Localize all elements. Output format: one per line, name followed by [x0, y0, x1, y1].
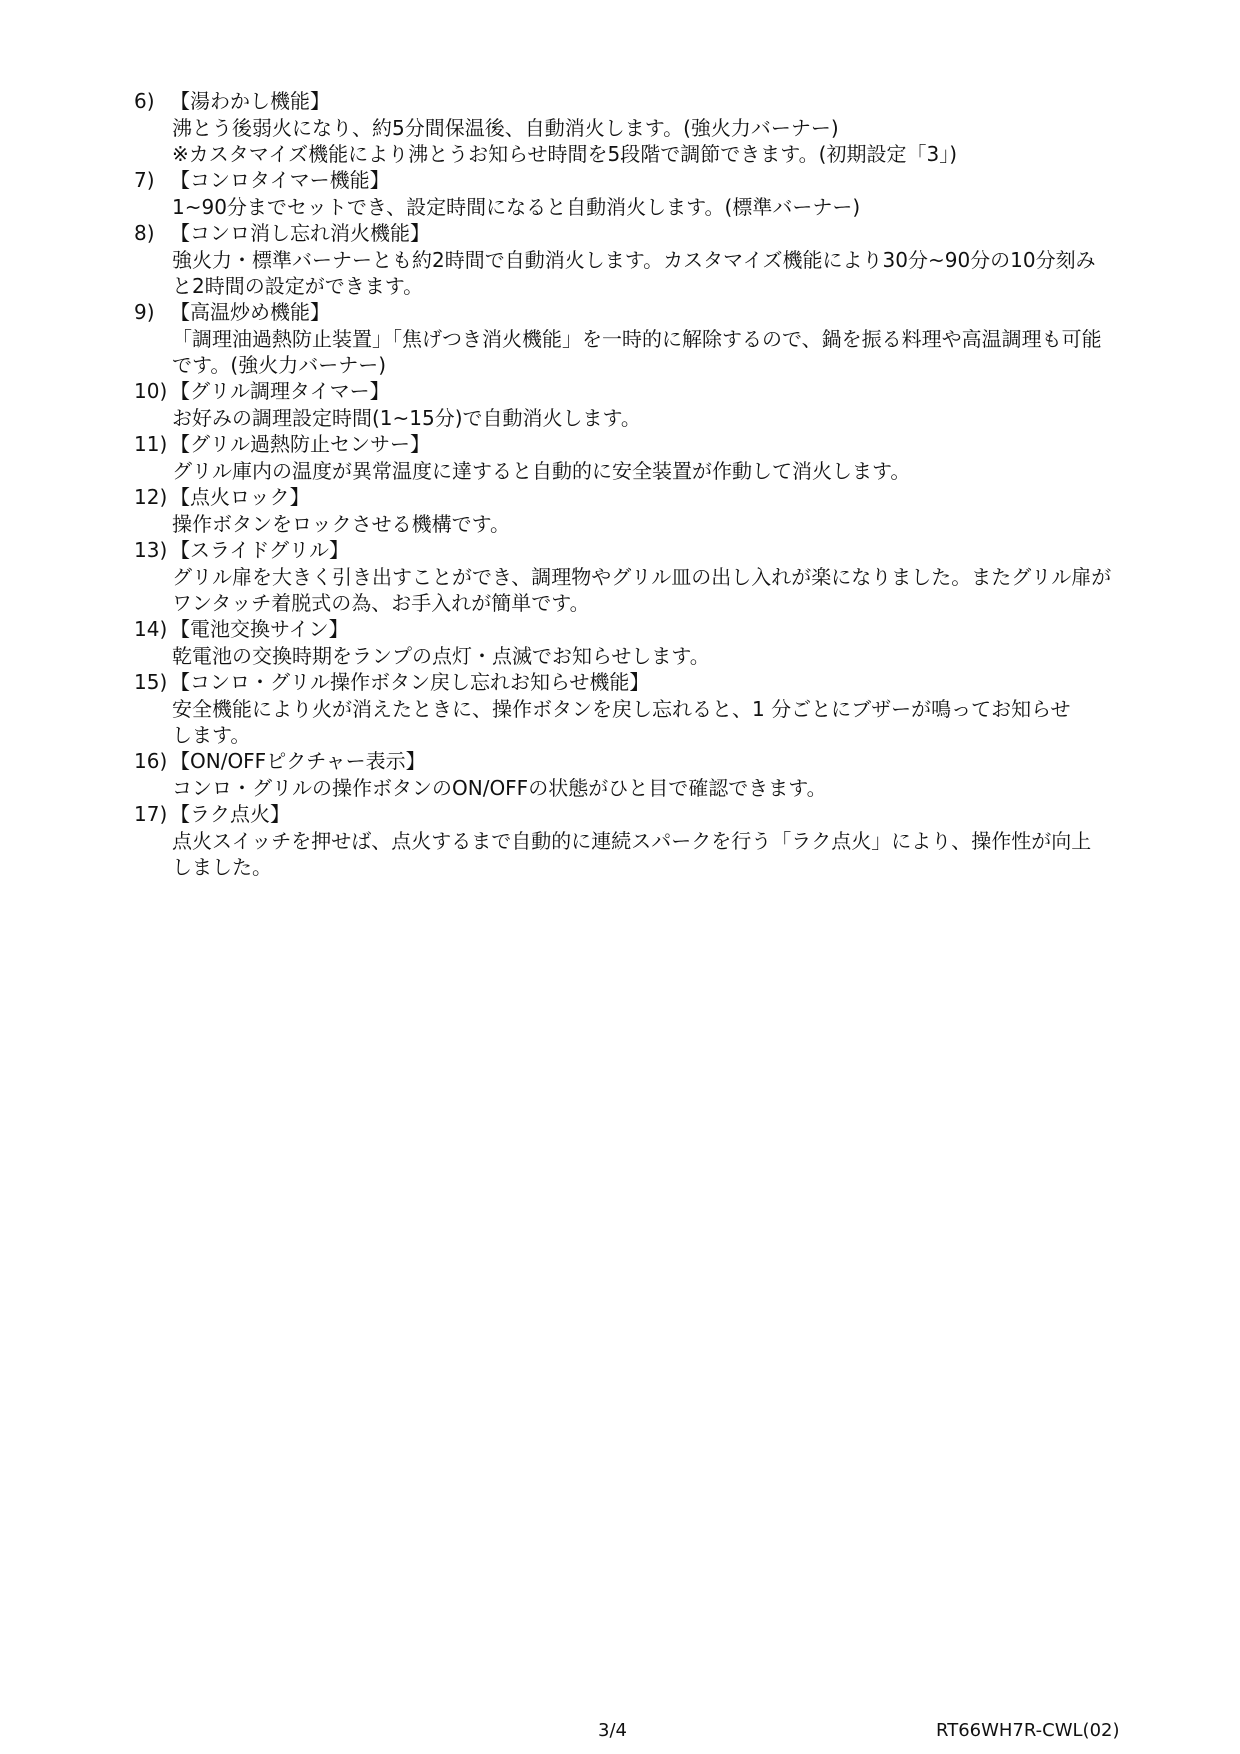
feature-number: 11) [134, 432, 168, 456]
feature-description: お好みの調理設定時間(1~15分)で自動消火します。 [172, 406, 641, 430]
feature-number: 16) [134, 749, 168, 773]
feature-description: コンロ・グリルの操作ボタンのON/OFFの状態がひと目で確認できます。 [172, 776, 827, 800]
feature-description: 乾電池の交換時期をランプの点灯・点滅でお知らせします。 [172, 644, 710, 668]
feature-description: 安全機能により火が消えたときに、操作ボタンを戻し忘れると、1 分ごとにブザーが鳴ってお知らせ します。 [172, 697, 1071, 747]
feature-description: 沸とう後弱火になり、約5分間保温後、自動消火します。(強火力バーナー) ※カスタマイズ機能により沸とうお知らせ時間を5段階で調節できます。(初期設定「3」) [172, 116, 958, 166]
feature-title: 【グリル過熱防止センサー】 [170, 432, 430, 456]
feature-number: 10) [134, 379, 168, 403]
feature-title: 【湯わかし機能】 [170, 89, 330, 113]
feature-description: グリル扉を大きく引き出すことができ、調理物やグリル皿の出し入れが楽になりました。またグリル扉が ワンタッチ着脱式の為、お手入れが簡単です。 [172, 565, 1112, 615]
feature-item [134, 299, 1174, 378]
feature-description: 操作ボタンをロックさせる機構です。 [172, 512, 510, 536]
feature-title: 【コンロ消し忘れ消火機能】 [170, 221, 430, 245]
feature-description: 「調理油過熱防止装置」「焦げつき消火機能」を一時的に解除するので、鍋を振る料理や高温調理も可能 です。(強火力バーナー) [172, 327, 1102, 377]
feature-description: 強火力・標準バーナーとも約2時間で自動消火します。カスタマイズ機能により30分~90分の10分刻み と2時間の設定ができます。 [172, 248, 1096, 298]
feature-number: 12) [134, 485, 168, 509]
feature-title: 【ラク点火】 [170, 802, 290, 826]
feature-number: 8) [134, 221, 155, 245]
feature-item [134, 431, 1174, 484]
feature-description: 点火スイッチを押せば、点火するまで自動的に連続スパークを行う「ラク点火」により、操作性が向上 しました。 [172, 829, 1092, 879]
feature-number: 6) [134, 89, 155, 113]
feature-item [134, 88, 1174, 167]
feature-item [134, 167, 1174, 220]
feature-item [134, 669, 1174, 748]
feature-description: グリル庫内の温度が異常温度に達すると自動的に安全装置が作動して消火します。 [172, 459, 911, 483]
feature-title: 【グリル調理タイマー】 [170, 379, 390, 403]
feature-number: 14) [134, 617, 168, 641]
feature-title: 【スライドグリル】 [170, 538, 349, 562]
model-code: RT66WH7R-CWL(02) [936, 1720, 1120, 1741]
feature-title: 【ON/OFFピクチャー表示】 [170, 749, 426, 773]
feature-number: 15) [134, 670, 168, 694]
feature-item [134, 378, 1174, 431]
feature-item [134, 220, 1174, 299]
feature-item [134, 616, 1174, 669]
feature-list [134, 88, 1174, 880]
feature-description: 1~90分までセットでき、設定時間になると自動消火します。(標準バーナー) [172, 195, 861, 219]
feature-title: 【コンロ・グリル操作ボタン戻し忘れお知らせ機能】 [170, 670, 650, 694]
feature-title: 【コンロタイマー機能】 [170, 168, 390, 192]
feature-title: 【点火ロック】 [170, 485, 310, 509]
feature-title: 【高温炒め機能】 [170, 300, 330, 324]
feature-title: 【電池交換サイン】 [170, 617, 349, 641]
page-number: 3/4 [598, 1720, 627, 1741]
feature-item [134, 484, 1174, 537]
feature-number: 17) [134, 802, 168, 826]
feature-number: 13) [134, 538, 168, 562]
feature-item [134, 801, 1174, 880]
feature-item [134, 537, 1174, 616]
feature-item [134, 748, 1174, 801]
feature-number: 9) [134, 300, 155, 324]
feature-number: 7) [134, 168, 155, 192]
